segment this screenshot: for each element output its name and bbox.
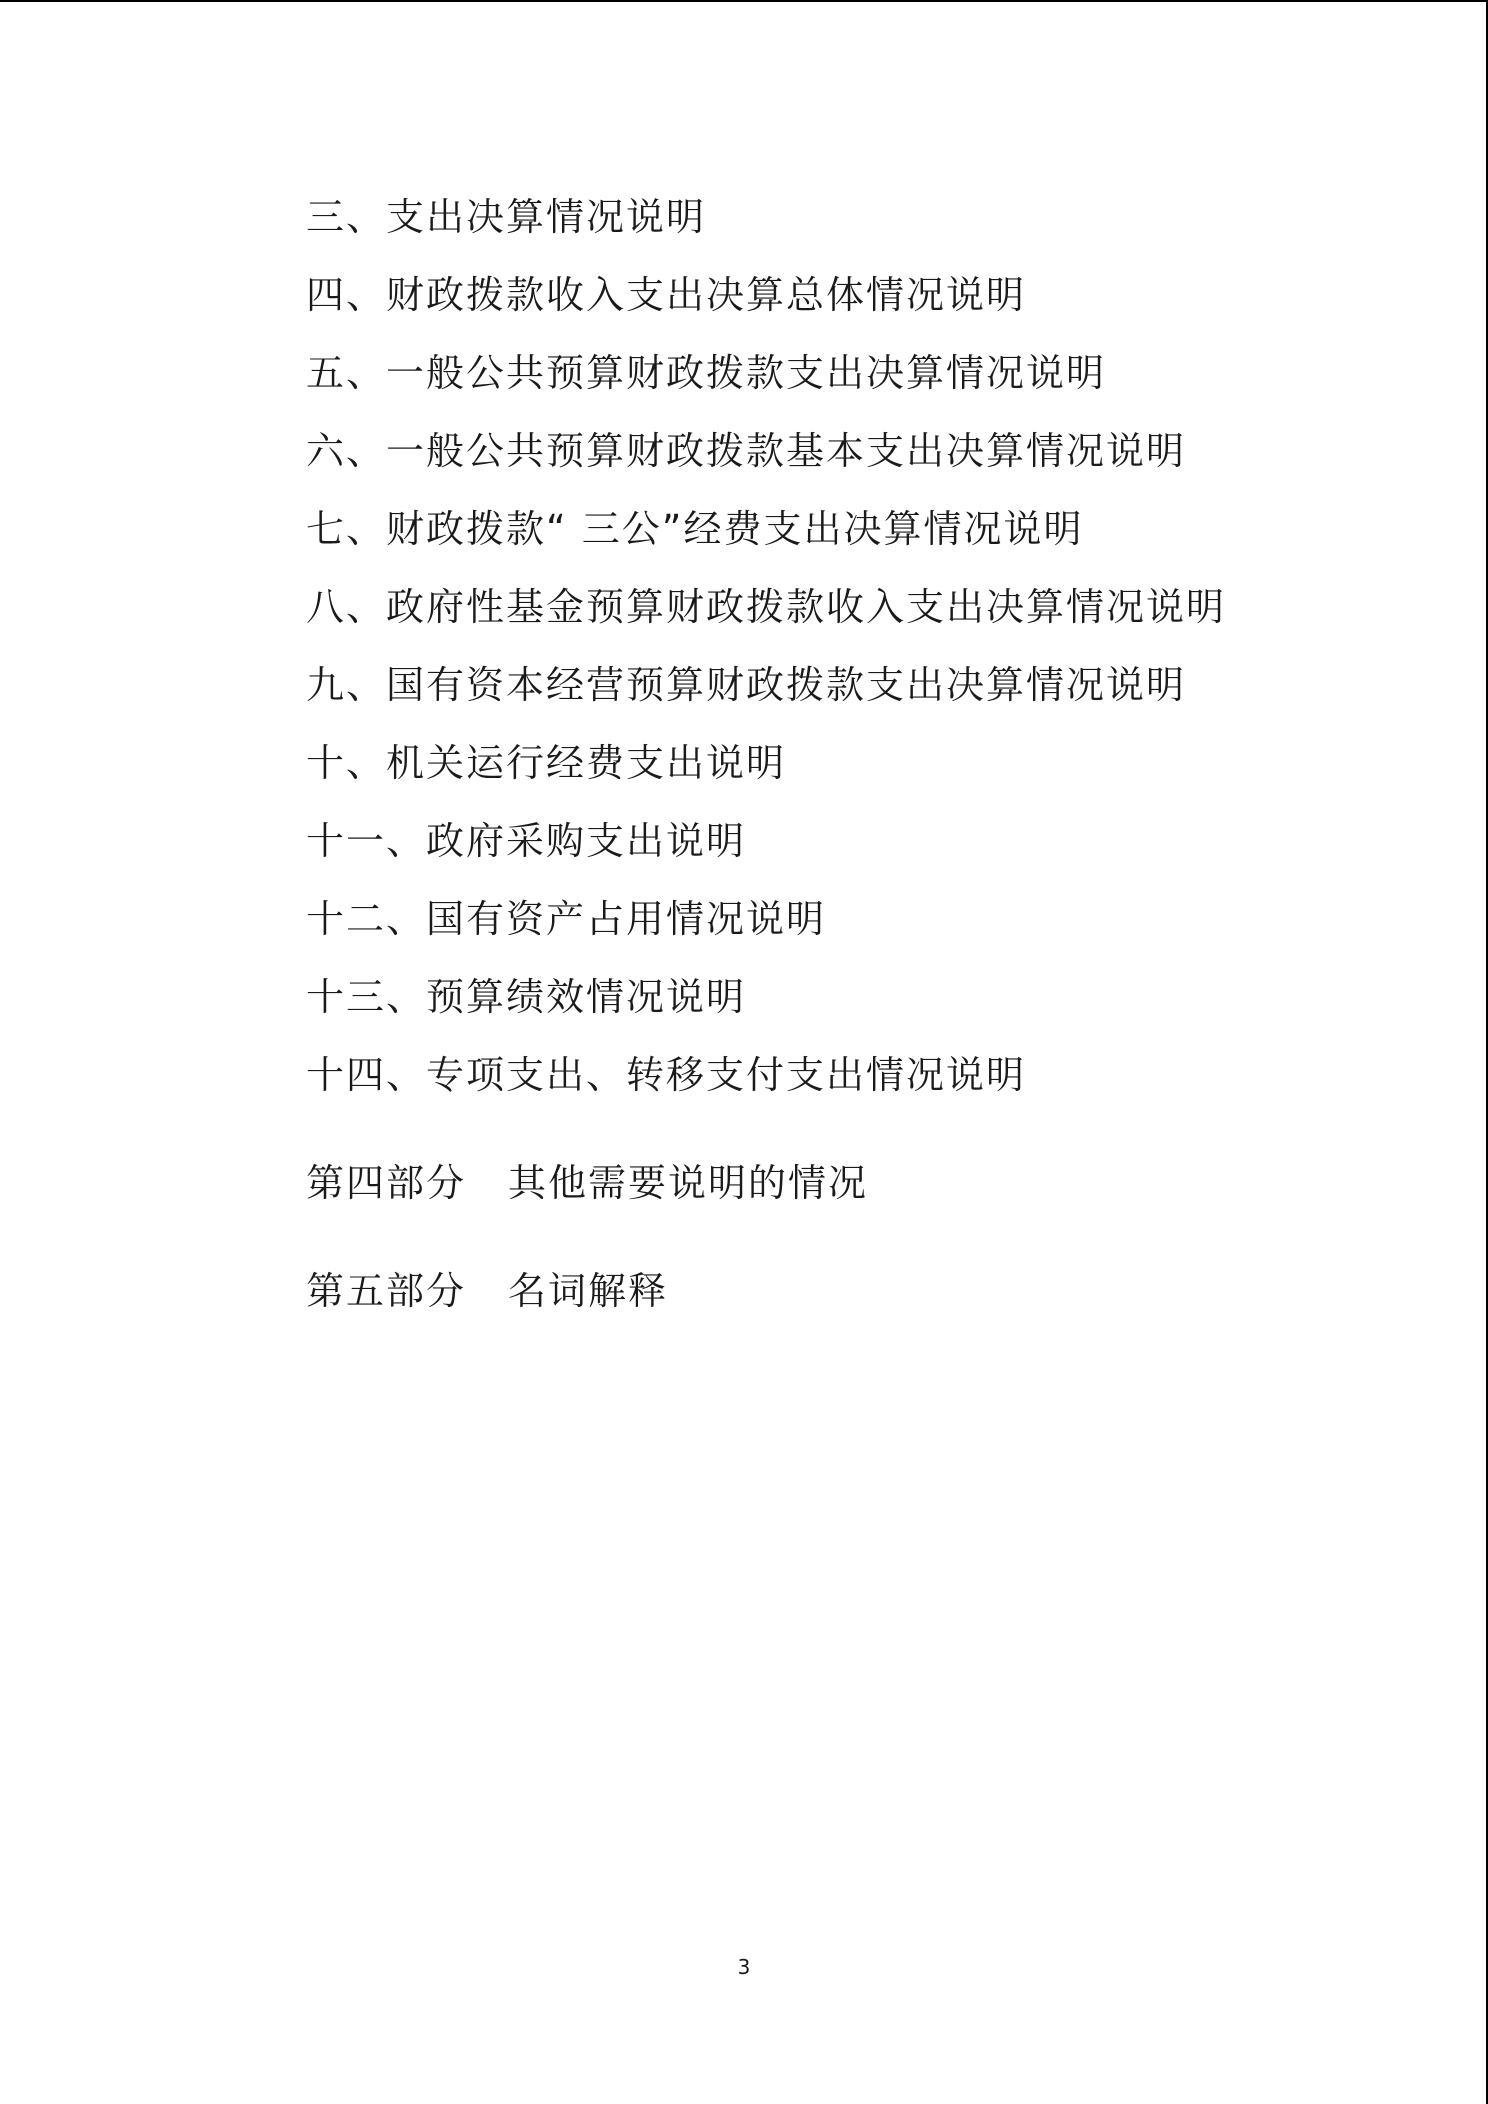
toc-item: 五、一般公共预算财政拨款支出决算情况说明	[306, 351, 1107, 395]
part-label: 第五部分	[306, 1269, 467, 1313]
part-title: 名词解释	[508, 1269, 669, 1313]
toc-item: 十、机关运行经费支出说明	[306, 741, 787, 785]
page-number: 3	[737, 1955, 751, 1979]
toc-item: 九、国有资本经营预算财政拨款支出决算情况说明	[306, 663, 1187, 707]
part-heading	[306, 1160, 868, 1206]
toc-item: 十一、政府采购支出说明	[306, 819, 747, 863]
toc-item: 十二、国有资产占用情况说明	[306, 897, 827, 941]
toc-item: 十三、预算绩效情况说明	[306, 975, 747, 1019]
toc-item: 四、财政拨款收入支出决算总体情况说明	[306, 273, 1027, 317]
page-top-border	[0, 0, 1488, 2]
toc-item: 六、一般公共预算财政拨款基本支出决算情况说明	[306, 429, 1187, 473]
toc-item: 八、政府性基金预算财政拨款收入支出决算情况说明	[306, 585, 1227, 629]
toc-item: 十四、专项支出、转移支付支出情况说明	[306, 1053, 1027, 1097]
toc-item: 三、支出决算情况说明	[306, 195, 707, 239]
part-title: 其他需要说明的情况	[508, 1161, 869, 1205]
toc-item: 七、财政拨款“ 三公”经费支出决算情况说明	[306, 507, 1084, 551]
part-heading	[306, 1268, 668, 1314]
part-label: 第四部分	[306, 1161, 467, 1205]
